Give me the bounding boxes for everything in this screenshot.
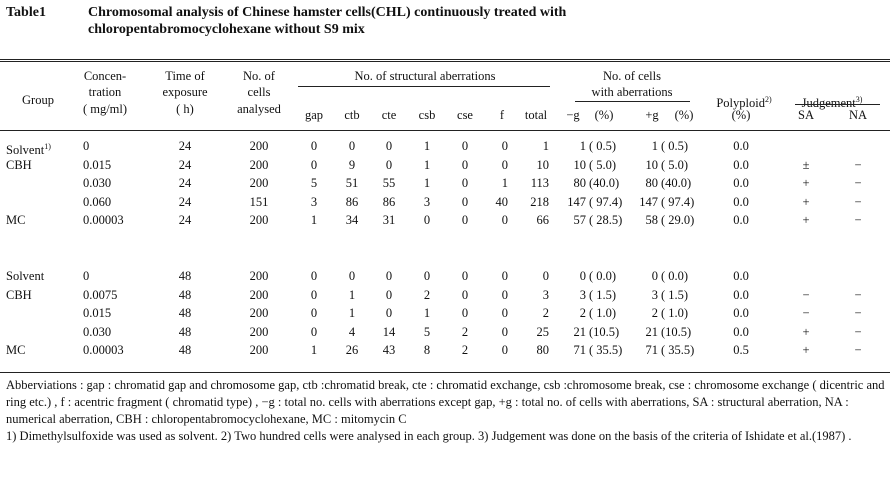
cell-pg: 21 [645,324,658,339]
col-cse: cse [457,108,473,122]
cell-sa: + [802,343,810,357]
cell-poly: 0.0 [733,324,749,339]
cell-pg: 10 [645,157,658,172]
cell-time: 24 [178,213,192,227]
cell-mgp: ( 0.5) [589,139,617,153]
cell-mg: 71 [573,343,586,357]
cell-gap: 1 [310,213,318,227]
cell-time: 48 [178,343,192,357]
table-footer [6,377,886,445]
cell-pg: 0 [651,269,658,283]
cell-group-sup: 1) [44,142,51,151]
cell-pgp: ( 0.5) [661,139,689,153]
cell-mg: 147 [567,194,586,209]
cell-csb: 1 [423,306,431,320]
judgement-label: Judgement [801,96,856,111]
cell-poly: 0.0 [733,157,749,172]
cell-poly: 0.0 [733,213,749,227]
abbreviations-note: Abberviations : gap : chromatid gap and chromosome gap, ctb :chromatid break, cte : chromatid exchange, csb :chromosome break, cse : chromosome exchange ( dicentric and ring etc.) , f : acentric fragment ( chromatid type) , −g : total no. cells with aberrations except gap, +g : total no. of cells with aberrations, SA : structural aberration, NA : numerical aberration, CBH : chloropentabromocyclohexane, MC : mitomycin C [6,378,885,426]
col-plus-g-pct: (%) [674,108,694,122]
cell-cte: 55 [382,176,396,190]
header-cells-2: cells [247,85,271,99]
cell-na: − [854,157,862,172]
cell-pg: 80 [645,176,658,190]
cell-time: 48 [178,306,192,320]
cell-total: 25 [536,324,549,339]
cell-cse: 0 [461,157,469,172]
header-structural: No. of structural aberrations [354,69,496,83]
cell-gap: 3 [310,194,318,209]
cell-ctb: 0 [348,139,356,153]
cell-mg: 10 [573,157,586,172]
cell-poly: 0.0 [733,194,749,209]
table-label: Table1 [6,5,46,20]
cell-pgp: ( 0.0) [661,269,689,283]
cell-conc: 0 [83,269,90,283]
cell-total: 80 [536,343,549,357]
cell-gap: 0 [310,157,318,172]
cell-group: MC [6,343,26,357]
cell-f: 0 [501,324,508,339]
cell-pg: 147 [639,194,658,209]
col-minus-g-pct: (%) [594,108,614,122]
judgement-sup: 3) [855,95,863,104]
col-cte: cte [381,108,397,122]
cell-gap: 0 [310,287,318,302]
cell-cse: 0 [461,176,469,190]
cell-cells: 200 [249,269,269,283]
header-cells-3: analysed [237,102,281,116]
cell-sa: + [802,324,810,339]
cell-cells: 200 [249,287,269,302]
cell-time: 48 [178,269,192,283]
cell-ctb: 51 [345,176,359,190]
cell-ctb: 26 [345,343,359,357]
cell-cte: 43 [382,343,396,357]
header-time-1: Time of [165,69,205,83]
cell-group: Solvent [6,269,45,283]
cell-sa: − [802,306,810,320]
cell-time: 48 [178,324,192,339]
cell-cte: 0 [385,139,393,153]
cell-f: 1 [501,176,508,190]
cell-pgp: ( 29.0) [661,213,695,227]
cell-group: CBH [6,157,32,172]
cell-cse: 2 [461,324,469,339]
cell-na: − [854,343,862,357]
cell-csb: 5 [423,324,431,339]
cell-mg: 0 [579,269,586,283]
cell-f: 0 [501,139,508,153]
cell-csb: 0 [423,213,431,227]
cell-cse: 0 [461,306,469,320]
header-bottom-rule [0,130,890,131]
cell-conc: 0 [83,139,90,153]
cell-sa: + [802,176,810,190]
cell-cse: 0 [461,287,469,302]
cell-cse: 0 [461,269,469,283]
top-rule [0,59,890,60]
col-minus-g: −g [566,108,580,122]
cell-pgp: (10.5) [661,324,692,339]
cell-poly: 0.0 [733,287,749,302]
cell-ctb: 1 [348,306,356,320]
col-ctb: ctb [344,108,360,122]
judgement-rule [795,104,880,105]
cell-conc: 0.0075 [83,287,118,302]
cell-f: 0 [501,306,508,320]
cell-ctb: 1 [348,287,356,302]
cell-total: 0 [542,269,549,283]
cell-f: 0 [501,157,508,172]
col-plus-g: +g [645,108,659,122]
header-with-ab-2: with aberrations [591,85,673,99]
cell-cte: 0 [385,269,393,283]
cell-cells: 200 [249,306,269,320]
cell-csb: 0 [423,269,431,283]
cell-gap: 0 [310,324,318,339]
cell-csb: 8 [423,343,431,357]
cell-pgp: ( 1.0) [661,306,689,320]
cell-pg: 71 [645,343,658,357]
cell-cte: 31 [382,213,396,227]
cell-pgp: (40.0) [661,176,692,190]
cell-conc: 0.015 [83,306,112,320]
cell-cte: 86 [382,194,396,209]
cell-total: 66 [536,213,549,227]
cell-mgp: ( 28.5) [589,213,623,227]
cell-mgp: ( 5.0) [589,157,617,172]
cell-poly: 0.5 [733,343,749,357]
cell-csb: 2 [423,287,431,302]
cell-total: 1 [542,139,549,153]
polyploid-label: Polyploid [716,96,765,111]
cell-time: 24 [178,157,192,172]
cell-na: − [854,176,862,190]
cell-pg: 1 [651,139,658,153]
col-total: total [524,108,548,122]
header-cells-1: No. of [243,69,275,83]
cell-ctb: 9 [348,157,356,172]
cell-mgp: ( 97.4) [589,194,623,209]
cell-cells: 200 [249,176,269,190]
cell-cells: 200 [249,343,269,357]
col-csb: csb [418,108,436,122]
with-ab-rule [575,101,690,102]
col-na: NA [848,108,868,122]
cell-mg: 57 [573,213,586,227]
table-caption: Chromosomal analysis of Chinese hamster cells(CHL) continuously treated with chloropentabromocyclohexane without S9 mix [88,5,567,37]
cell-cte: 0 [385,157,393,172]
cell-sa: + [802,194,810,209]
top-rule-double [0,61,890,62]
cell-mgp: ( 0.0) [589,269,617,283]
cell-pgp: ( 1.5) [661,287,689,302]
cell-total: 10 [536,157,549,172]
cell-pg: 3 [651,287,658,302]
header-conc-1: Concen- [83,69,127,83]
cell-ctb: 34 [345,213,359,227]
cell-cse: 0 [461,194,469,209]
cell-time: 24 [178,139,192,153]
header-time-2: exposure [162,85,208,99]
cell-total: 113 [530,176,549,190]
cell-na: − [854,213,862,227]
cell-cells: 200 [249,139,269,153]
cell-conc: 0.00003 [83,213,124,227]
structural-rule [298,86,550,87]
bottom-rule [0,372,890,373]
cell-gap: 0 [310,306,318,320]
cell-gap: 0 [310,139,318,153]
header-conc-3: ( mg/ml) [82,102,128,116]
cell-poly: 0.0 [733,269,749,283]
cell-conc: 0.015 [83,157,112,172]
header-group: Group [22,93,54,107]
cell-cse: 2 [461,343,469,357]
cell-mgp: ( 35.5) [589,343,623,357]
cell-mgp: (10.5) [589,324,620,339]
cell-poly: 0.0 [733,306,749,320]
cell-na: − [854,287,862,302]
cell-sa: + [802,213,810,227]
cell-f: 0 [501,213,508,227]
cell-gap: 1 [310,343,318,357]
cell-csb: 1 [423,139,431,153]
col-f: f [499,108,505,122]
cell-total: 2 [542,306,549,320]
cell-total: 218 [530,194,549,209]
polyploid-sup: 2) [764,95,772,104]
cell-mg: 80 [573,176,586,190]
cell-conc: 0.060 [83,194,112,209]
cell-pgp: ( 97.4) [661,194,695,209]
cell-ctb: 4 [348,324,356,339]
cell-f: 0 [501,343,508,357]
cell-mgp: ( 1.0) [589,306,617,320]
header-conc-2: tration [88,85,122,99]
cell-cells: 200 [249,324,269,339]
cell-ctb: 86 [345,194,359,209]
cell-cse: 0 [461,213,469,227]
cell-mg: 2 [579,306,586,320]
cell-f: 40 [495,194,508,209]
cell-sa: − [802,287,810,302]
cell-conc: 0.030 [83,324,112,339]
cell-cte: 0 [385,287,393,302]
cell-na: − [854,324,862,339]
cell-gap: 0 [310,269,318,283]
header-time-3: ( h) [176,102,194,116]
cell-conc: 0.030 [83,176,112,190]
cell-poly: 0.0 [733,139,749,153]
cell-mgp: (40.0) [589,176,620,190]
cell-group: MC [6,213,26,227]
cell-poly: 0.0 [733,176,749,190]
cell-conc: 0.00003 [83,343,124,357]
cell-cte: 14 [382,324,396,339]
cell-mg: 3 [579,287,586,302]
cell-csb: 1 [423,157,431,172]
cell-cells: 200 [249,213,269,227]
cell-mg: 21 [573,324,586,339]
cell-cells: 151 [249,194,269,209]
cell-na: − [854,306,862,320]
cell-mg: 1 [579,139,586,153]
col-gap: gap [304,108,324,122]
cell-group: Solvent$^{1)}$ [6,142,51,158]
cell-sa: ± [802,157,810,172]
col-polyploid-unit: (%) [731,108,751,122]
cell-f: 0 [501,287,508,302]
cell-total: 3 [542,287,549,302]
cell-group: CBH [6,287,32,302]
cell-time: 24 [178,194,192,209]
cell-cte: 0 [385,306,393,320]
cell-cells: 200 [249,157,269,172]
col-sa: SA [798,108,814,122]
cell-pgp: ( 35.5) [661,343,695,357]
cell-time: 48 [178,287,192,302]
cell-f: 0 [501,269,508,283]
cell-na: − [854,194,862,209]
cell-cse: 0 [461,139,469,153]
cell-pg: 2 [651,306,658,320]
cell-csb: 1 [423,176,431,190]
cell-ctb: 0 [348,269,356,283]
cell-pgp: ( 5.0) [661,157,689,172]
cell-mgp: ( 1.5) [589,287,617,302]
cell-pg: 58 [645,213,658,227]
cell-csb: 3 [423,194,431,209]
header-with-ab-1: No. of cells [603,69,661,83]
cell-time: 24 [178,176,192,190]
cell-gap: 5 [310,176,318,190]
footnotes: 1) Dimethylsulfoxide was used as solvent. 2) Two hundred cells were analysed in each group. 3) Judgement was done on the basis of the criteria of Ishidate et al.(1987) . [6,429,852,443]
